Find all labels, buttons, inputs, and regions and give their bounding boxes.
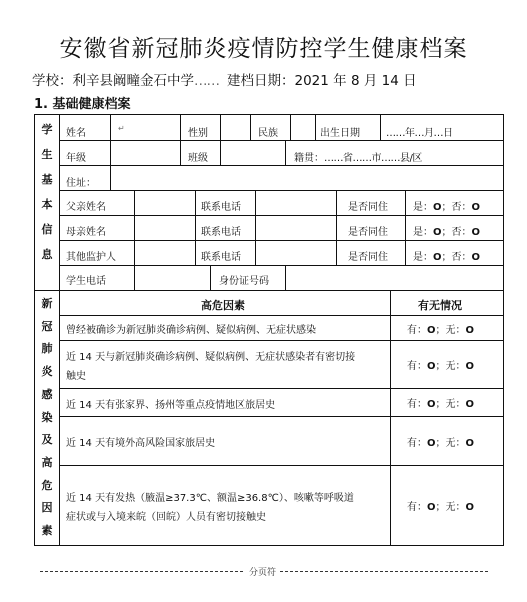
risk-choice: 有：O；无：O xyxy=(407,324,475,336)
row2-rule xyxy=(180,140,181,165)
ethnicity-label: 民族 xyxy=(258,128,278,139)
section-divider xyxy=(34,290,503,291)
group-label-char: 危 xyxy=(41,478,53,492)
risk-status-header: 有无情况 xyxy=(418,299,462,312)
phone-row-rule xyxy=(134,265,135,290)
page-title: 安徽省新冠肺炎疫情防控学生健康档案 xyxy=(59,36,468,62)
guardian-label: 其他监护人 xyxy=(66,252,116,263)
phone-label: 联系电话 xyxy=(201,202,241,213)
group-label-char: 冠 xyxy=(41,319,53,333)
family-rule xyxy=(336,190,337,265)
group-label-char: 感 xyxy=(41,387,53,401)
risk-row-rule xyxy=(59,388,503,389)
phone-label: 联系电话 xyxy=(201,227,241,238)
row1-rule xyxy=(290,114,291,140)
family-rule xyxy=(195,190,196,265)
row3-rule xyxy=(110,165,111,190)
dots: …… xyxy=(194,73,219,89)
row2-rule xyxy=(220,140,221,165)
row1-rule xyxy=(250,114,251,140)
basic-row-rule xyxy=(59,265,503,266)
class-label: 班级 xyxy=(188,153,208,164)
date-value: 2021 年 8 月 14 日 xyxy=(294,73,417,89)
row1-rule xyxy=(180,114,181,140)
edit-mark: ↵ xyxy=(118,124,125,133)
risk-row-rule xyxy=(59,465,503,466)
native-label: 籍贯： xyxy=(294,153,324,164)
guardian-label: 父亲姓名 xyxy=(66,202,106,213)
risk-choice: 有：O；无：O xyxy=(407,399,475,410)
risk-item-text: 近 14 天有境外高风险国家旅居史 xyxy=(66,438,216,449)
group-label-char: 及 xyxy=(41,433,53,447)
risk-choice: 有：O；无：O xyxy=(407,361,475,372)
risk-factor-header: 高危因素 xyxy=(201,299,245,312)
phone-row-rule xyxy=(285,265,286,290)
risk-choice: 有：O；无：O xyxy=(407,502,475,513)
phone-row-rule xyxy=(210,265,211,290)
student-phone-label: 学生电话 xyxy=(66,276,106,287)
group-label-char: 信 xyxy=(41,223,53,236)
school-label: 学校： xyxy=(32,73,73,89)
table-right-border xyxy=(503,114,504,546)
basic-row-rule xyxy=(59,190,503,191)
family-rule xyxy=(134,190,135,265)
phone-label: 联系电话 xyxy=(201,252,241,263)
group-column-rule xyxy=(59,114,60,546)
risk-item-text: 近 14 天有张家界、扬州等重点疫情地区旅居史 xyxy=(66,399,276,411)
group-label-char: 因 xyxy=(41,501,53,515)
row2-rule xyxy=(285,140,286,165)
table-bottom-border xyxy=(34,545,503,546)
risk-status-rule xyxy=(390,290,391,546)
group-label-char: 肺 xyxy=(41,342,53,356)
group-label-char: 素 xyxy=(41,524,53,537)
risk-item-text: 触史 xyxy=(66,371,86,382)
row1-rule xyxy=(315,114,316,140)
basic-row-rule xyxy=(59,140,503,141)
group-label-char: 基 xyxy=(41,173,53,186)
date-label: 建档日期： xyxy=(227,73,295,89)
row1-rule xyxy=(110,114,111,140)
guardian-label: 母亲姓名 xyxy=(66,227,106,238)
basic-row-rule xyxy=(59,215,503,216)
gender-label: 性别 xyxy=(188,128,208,139)
birthdate-label: 出生日期 xyxy=(320,128,360,139)
school-value: 利辛县阚疃金石中学 xyxy=(72,73,194,89)
cohabit-label: 是否同住 xyxy=(348,252,388,263)
section-heading: 1. 基础健康档案 xyxy=(34,97,131,112)
risk-row-rule xyxy=(59,340,503,341)
cohabit-label: 是否同住 xyxy=(348,227,388,238)
family-rule xyxy=(405,190,406,265)
id-number-label: 身份证号码 xyxy=(219,276,269,287)
name-label: 姓名 xyxy=(66,128,86,139)
group-label-char: 本 xyxy=(41,198,53,211)
risk-item-text: 近 14 天有发热（腋温≥37.3℃、额温≥36.8℃）、咳嗽等呼吸道 xyxy=(66,493,354,504)
table-left-border xyxy=(34,114,35,546)
group-label-char: 新 xyxy=(41,297,53,310)
school-date-line xyxy=(32,69,417,89)
basic-row-rule xyxy=(59,165,503,166)
row2-rule xyxy=(110,140,111,165)
row1-rule xyxy=(380,114,381,140)
row1-rule xyxy=(220,114,221,140)
birthdate-blank: ……年…月…日 xyxy=(386,128,453,139)
group-label-char: 生 xyxy=(41,148,53,161)
group-label-char: 炎 xyxy=(41,365,53,379)
cohabit-choice: 是：O；否：O xyxy=(413,202,481,213)
cohabit-choice: 是：O；否：O xyxy=(413,227,481,238)
group-label-char: 染 xyxy=(41,410,53,424)
group-label-char: 高 xyxy=(41,455,53,469)
risk-row-rule xyxy=(59,416,503,417)
page-break-label: 分页符 xyxy=(245,565,280,578)
risk-item-text: 近 14 天与新冠肺炎确诊病例、疑似病例、无症状感染者有密切接 xyxy=(66,352,356,363)
address-label: 住址： xyxy=(66,178,96,189)
grade-label: 年级 xyxy=(66,153,86,164)
cohabit-choice: 是：O；否：O xyxy=(413,252,481,263)
risk-choice: 有：O；无：O xyxy=(407,437,475,449)
basic-row-rule xyxy=(59,240,503,241)
table-top-border xyxy=(34,114,503,115)
risk-item-text: 症状或与入境来皖（回皖）人员有密切接触史 xyxy=(66,512,266,523)
cohabit-label: 是否同住 xyxy=(348,202,388,213)
group-label-char: 学 xyxy=(41,123,53,136)
group-label-char: 息 xyxy=(41,248,53,261)
risk-item-text: 曾经被确诊为新冠肺炎确诊病例、疑似病例、无症状感染 xyxy=(66,325,316,336)
family-rule xyxy=(255,190,256,265)
native-blank: ……省……市……县/区 xyxy=(324,153,422,164)
risk-row-rule xyxy=(59,315,503,316)
